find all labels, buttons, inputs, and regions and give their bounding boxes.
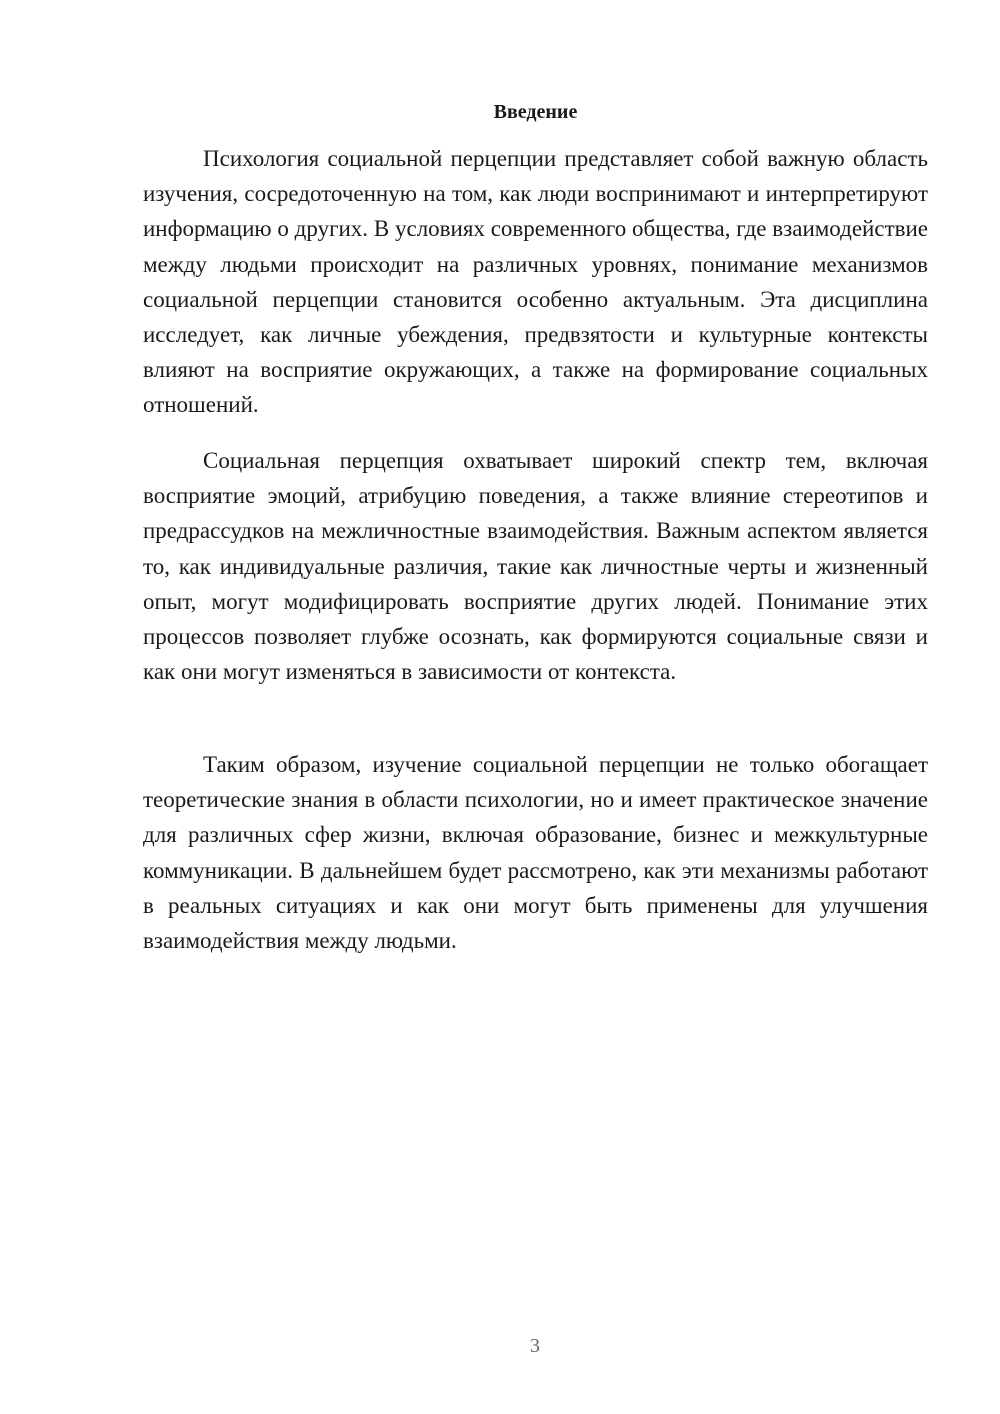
paragraph-3: Таким образом, изучение социальной перцепции не только обогащает теоретические знания в области психологии, но и имеет практическое значение для различных сфер жизни, включая образование, бизнес и межкультурные коммуникации. В дальнейшем будет рассмотрено, как эти механизмы работают в реальных ситуациях и как они могут быть применены для улучшения взаимодействия между людьми. [143,752,928,954]
paragraph-1: Психология социальной перцепции представляет собой важную область изучения, сосредоточенную на том, как люди воспринимают и интерпретируют информацию о других. В условиях современного общества, где взаимодействие между людьми происходит на различных уровнях, понимание механизмов социальной перцепции становится особенно актуальным. Эта дисциплина исследует, как личные убеждения, предвзятости и культурные контексты влияют на восприятие окружающих, а также на формирование социальных отношений. [143,146,928,418]
paragraph-2: Социальная перцепция охватывает широкий спектр тем, включая восприятие эмоций, атрибуцию поведения, а также влияние стереотипов и предрассудков на межличностные взаимодействия. Важным аспектом является то, как индивидуальные различия, такие как личностные черты и жизненный опыт, могут модифицировать восприятие других людей. Понимание этих процессов позволяет глубже осознать, как формируются социальные связи и как они могут изменяться в зависимости от контекста. [143,448,928,685]
section-title: Введение [493,101,578,123]
page-number: 3 [530,1335,540,1357]
